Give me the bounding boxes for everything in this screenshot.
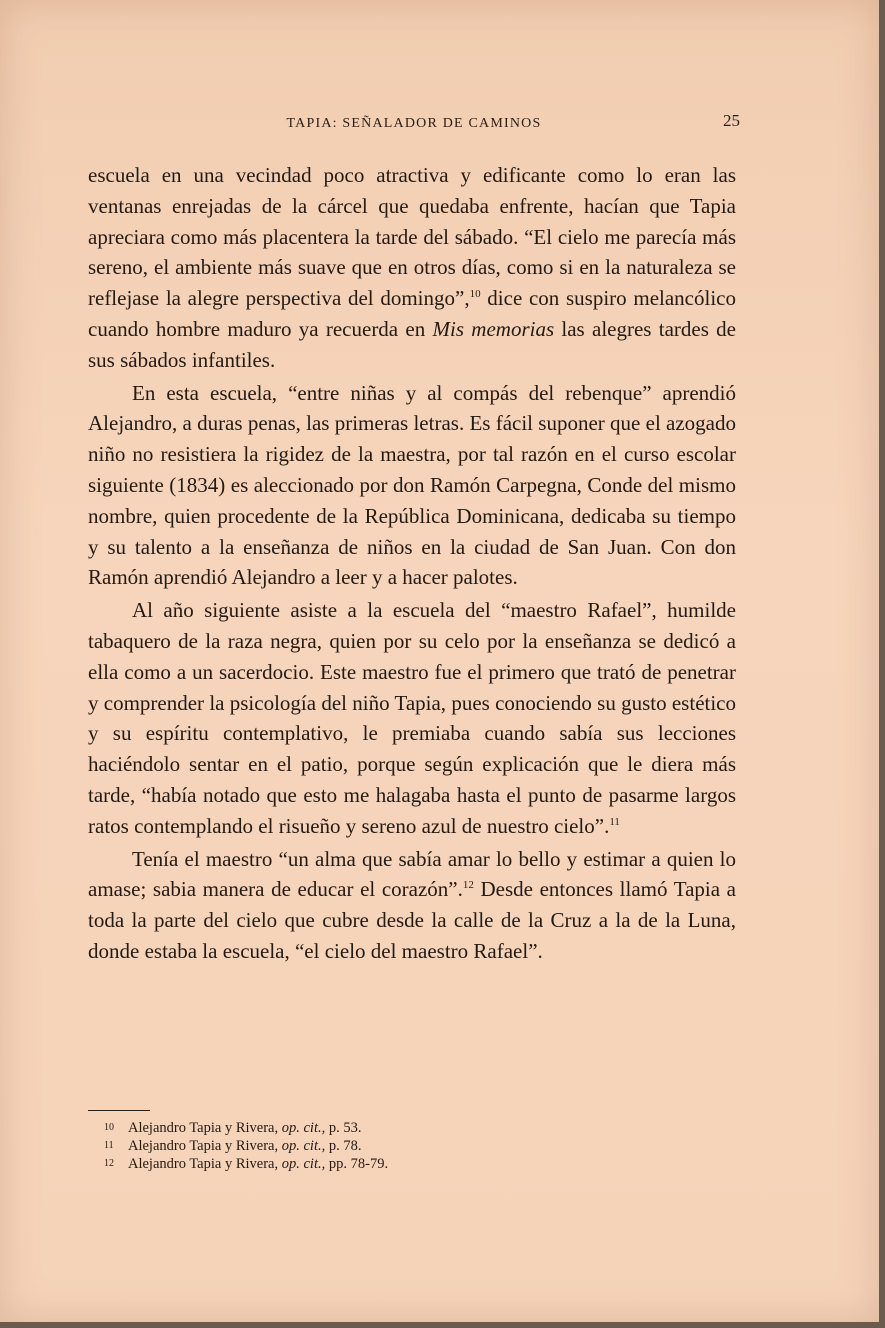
footnote-number: 11 [104, 1140, 114, 1151]
paragraph-4-text-a: Tenía el maestro “un alma que sabía amar lo bello y estimar a quien lo amase; sabia manera de educar el corazón”. [88, 846, 736, 902]
footnote-pages: pp. 78-79. [325, 1156, 389, 1172]
footnote-item [104, 1155, 624, 1173]
page-number: 25 [723, 111, 740, 130]
paragraph-4 [88, 844, 736, 967]
footnote-citation: op. cit., [281, 1120, 326, 1136]
footnotes [104, 1119, 624, 1173]
footnote-number: 10 [104, 1122, 114, 1133]
footnote-ref-10: 10 [469, 288, 481, 301]
body-text [88, 160, 736, 967]
footnote-citation: op. cit., [281, 1156, 326, 1172]
footnote-number: 12 [104, 1158, 114, 1169]
paragraph-3-text: Al año siguiente asiste a la escuela del “maestro Rafael”, humilde tabaquero de la raza negra, quien por su celo por la enseñanza se dedicó a ella como a un sacerdocio. Este maestro fue el primero que trató de penetrar y comprender la psicología del niño Tapia, pues conociendo su gusto estético y su espíritu contemplativo, le premiaba cuando sabía sus lecciones haciéndolo sentar en el patio, porque según explicación que le diera más tarde, “había notado que esto me halagaba hasta el punto de pasarme largos ratos contemplando el risueño y sereno azul de nuestro cielo”. [88, 598, 736, 838]
book-title-italic: Mis memorias [432, 316, 555, 341]
paragraph-1-text-a: escuela en una vecindad poco atractiva y edificante como lo eran las ventanas enrejadas de la cárcel que quedaba enfrente, hacían que Tapia apreciara como más placentera la tarde del sábado. “El cielo me parecía más sereno, el ambiente más suave que en otros días, como si en la naturaleza se reflejase la alegre perspectiva del domingo”, [88, 163, 736, 311]
footnote-citation: op. cit., [281, 1138, 326, 1154]
footnote-item [104, 1119, 624, 1137]
footnote-ref-11: 11 [609, 815, 620, 828]
paragraph-1 [88, 160, 736, 376]
footnote-ref-12: 12 [462, 879, 474, 892]
paragraph-1-text-c: las alegres tardes de sus sábados infantiles. [88, 316, 736, 372]
footnote-author: Alejandro Tapia y Rivera, [128, 1120, 282, 1136]
paragraph-4-text-b: Desde entonces llamó Tapia a toda la parte del cielo que cubre desde la calle de la Cruz a la de la Luna, donde estaba la escuela, “el cielo del maestro Rafael”. [88, 877, 736, 963]
footnote-pages: p. 78. [325, 1138, 362, 1154]
footnote-divider [88, 1110, 150, 1111]
paragraph-3 [88, 595, 736, 841]
footnote-author: Alejandro Tapia y Rivera, [128, 1156, 282, 1172]
running-head: TAPIA: SEÑALADOR DE CAMINOS [286, 116, 542, 131]
footnote-pages: p. 53. [325, 1120, 362, 1136]
page-header [88, 111, 740, 140]
footnote-item [104, 1137, 624, 1155]
paragraph-1-text-b: dice con suspiro melancólico cuando hombre maduro ya recuerda en [88, 286, 736, 341]
footnote-author: Alejandro Tapia y Rivera, [128, 1138, 282, 1154]
paragraph-2: En esta escuela, “entre niñas y al compás del rebenque” aprendió Alejandro, a duras penas, las primeras letras. Es fácil suponer que el azogado niño no resistiera la rigidez de la maestra, por tal razón en el curso escolar siguiente (1834) es aleccionado por don Ramón Carpegna, Conde del mismo nombre, quien procedente de la República Dominicana, dedicaba su tiempo y su talento a la enseñanza de niños en la ciudad de San Juan. Con don Ramón aprendió Alejandro a leer y a hacer palotes. [88, 380, 736, 590]
